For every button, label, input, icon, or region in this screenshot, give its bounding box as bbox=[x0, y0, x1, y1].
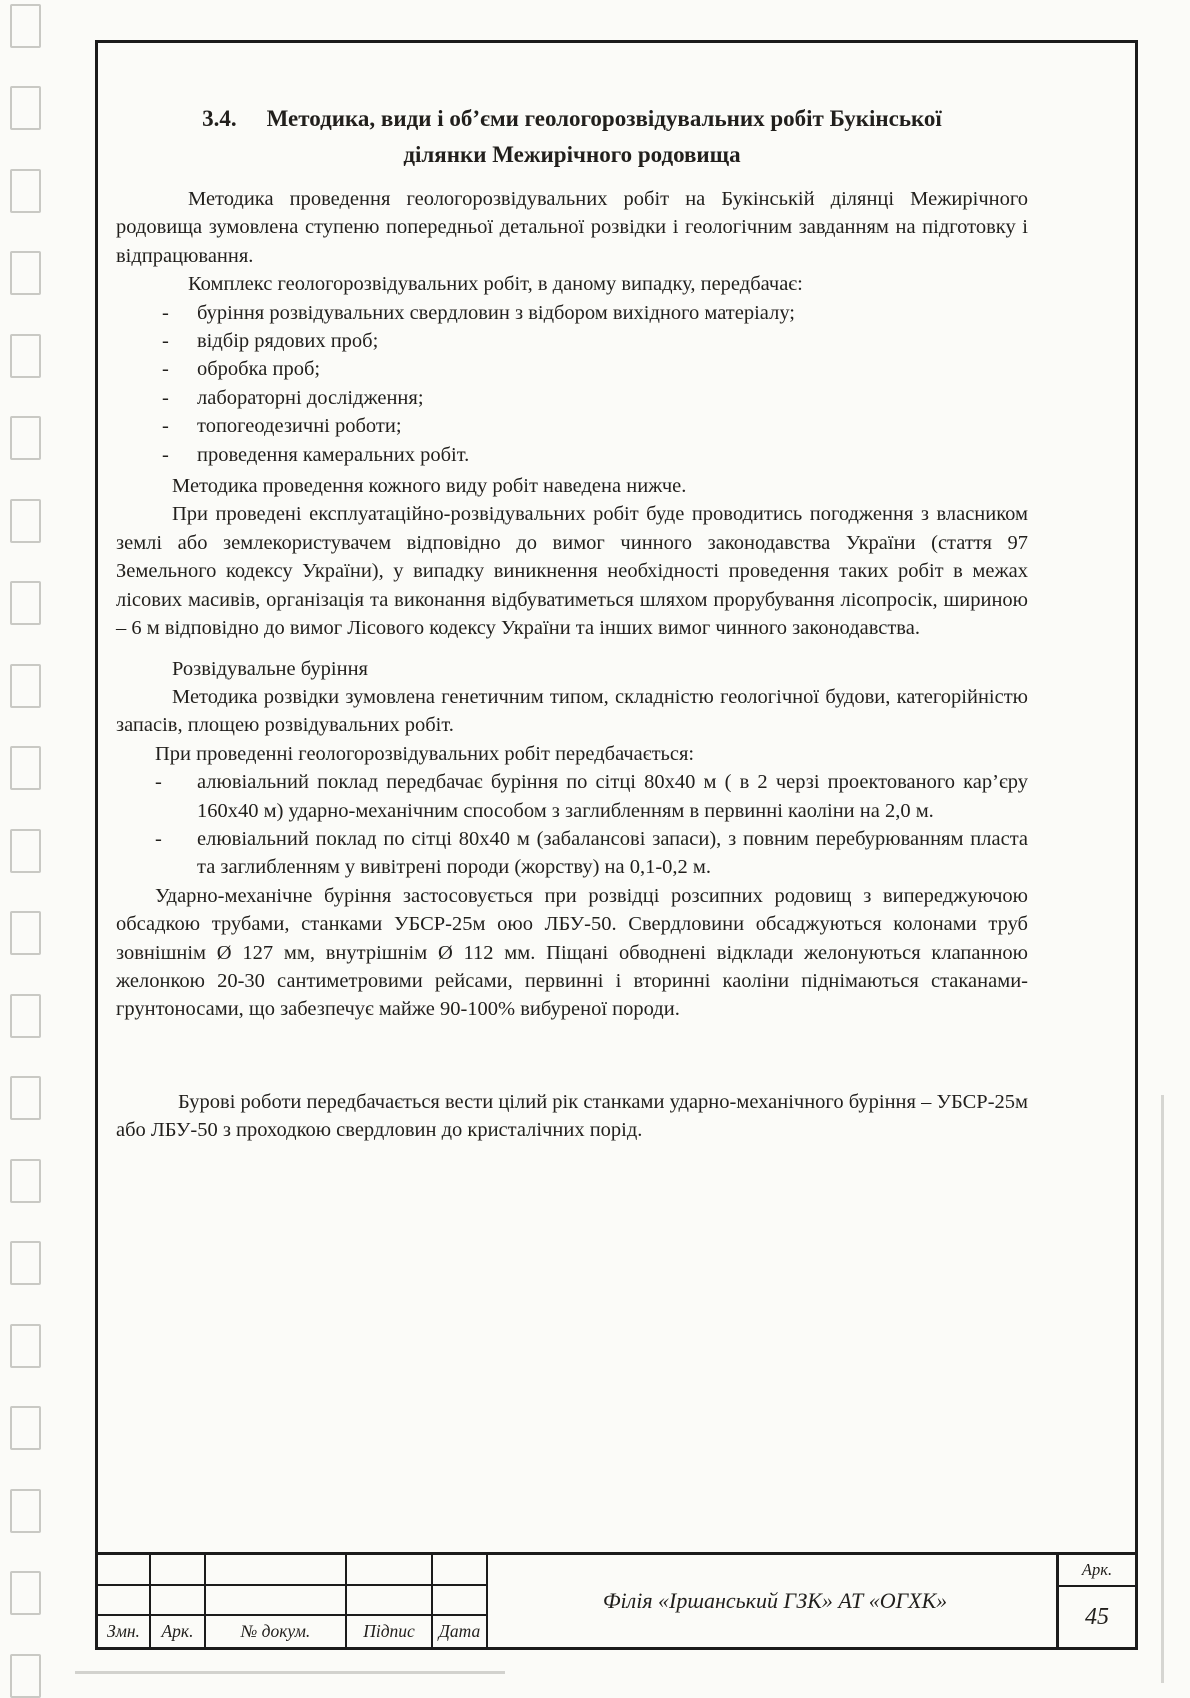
binder-hole bbox=[10, 499, 41, 543]
list-item bbox=[116, 441, 1028, 469]
list-item bbox=[116, 355, 1028, 383]
list-item-text: відбір рядових проб; bbox=[197, 330, 379, 353]
revision-cell-empty bbox=[433, 1555, 488, 1586]
paragraph-methods-below: Методика проведення кожного виду робіт наведена нижче. bbox=[172, 475, 687, 498]
label-data: Дата bbox=[433, 1616, 488, 1647]
paragraph-land-agreement: При проведені експлуатаційно-розвідувальних робіт буде проводитись погодження з власником землі або землекористувачем відповідно до вимог чинного законодавства України (стаття 97 Земельного кодексу України), у випадку виникнення необхідності проведення таких робіт в межах лісових масивів, організація та виконання відбуватиметься шляхом прорубування лісопросік, шириною – 6 м відповідно до вимог Лісового кодексу України та інших вимог чинного законодавства. bbox=[116, 503, 1028, 640]
revision-cell-empty bbox=[206, 1555, 347, 1586]
paragraph-survey-method: Методика розвідки зумовлена генетичним типом, складністю геологічної будови, категорійністю запасів, площею розвідувальних робіт. bbox=[116, 685, 1028, 737]
dash-marker: - bbox=[155, 827, 162, 850]
binder-hole bbox=[10, 169, 41, 213]
list-item bbox=[116, 412, 1028, 440]
binder-hole bbox=[10, 4, 41, 48]
binder-hole bbox=[10, 829, 41, 873]
revision-cell-empty bbox=[98, 1586, 151, 1617]
paragraph-intro: Методика проведення геологорозвідувальних робіт на Букінській ділянці Межирічного родовища зумовлена ступеню попередньої детальної розвідки і геологічним завданням на підготовку і відпрацювання. bbox=[116, 188, 1028, 267]
scan-edge-shadow bbox=[1161, 1095, 1164, 1683]
sheet-label: Арк. bbox=[1059, 1555, 1135, 1587]
binder-hole bbox=[10, 86, 41, 130]
revision-cell-empty bbox=[151, 1555, 206, 1586]
paragraph-percussion-drilling: Ударно-механічне буріння застосовується при розвідці розсипних родовищ з випереджуючою обсадкою трубами, станками УБСР-25м оюо ЛБУ-50. Свердловини обсаджуються колонами труб зовнішнім Ø 127 мм, внутрішнім Ø 112 мм. Піщані обводнені відклади желонуються клапанною желонкою 20-30 сантиметровими рейсами, первинні і вторинні каоліни піднімаються стаканами-грунтоносами, що забезпечує майже 90-100% вибуреної породи. bbox=[116, 884, 1028, 1021]
revision-cell-empty bbox=[347, 1555, 433, 1586]
binder-hole bbox=[10, 1241, 41, 1285]
scan-streak bbox=[75, 1671, 505, 1674]
list-item bbox=[116, 299, 1028, 327]
paragraph-foreseen: При проведенні геологорозвідувальних робіт передбачається: bbox=[155, 742, 695, 765]
binder-hole bbox=[10, 1076, 41, 1120]
dash-marker: - bbox=[162, 358, 169, 381]
section-number: 3.4. bbox=[202, 106, 237, 131]
binder-hole bbox=[10, 994, 41, 1038]
list-item-text: топогеодезичні роботи; bbox=[197, 415, 402, 438]
binder-hole bbox=[10, 416, 41, 460]
page-frame bbox=[95, 40, 1138, 1650]
list-item bbox=[116, 768, 1028, 825]
title-block bbox=[98, 1552, 1135, 1647]
list-item-text: обробка проб; bbox=[197, 358, 321, 381]
binder-hole bbox=[10, 664, 41, 708]
paragraph-drilling-year-round: Бурові роботи передбачається вести цілий рік станками ударно-механічного буріння – УБСР-25м або ЛБУ-50 з проходкою свердловин до кристалічних порід. bbox=[116, 1090, 1028, 1142]
list-item-text: проведення камеральних робіт. bbox=[197, 443, 470, 466]
revision-cell-empty bbox=[206, 1586, 347, 1617]
revision-cell-empty bbox=[433, 1586, 488, 1617]
binder-hole bbox=[10, 1654, 41, 1698]
dash-marker: - bbox=[155, 771, 162, 794]
paragraph-complex: Комплекс геологорозвідувальних робіт, в даному випадку, передбачає: bbox=[188, 273, 803, 296]
revision-cell-empty bbox=[151, 1586, 206, 1617]
section-title: Методика, види і об’єми геологорозвідувальних робіт Букінської bbox=[266, 106, 942, 131]
label-pidpys: Підпис bbox=[347, 1616, 433, 1647]
list-item-text: лабораторні дослідження; bbox=[197, 386, 424, 409]
document-content bbox=[116, 101, 1028, 1145]
binder-hole bbox=[10, 1324, 41, 1368]
binder-hole bbox=[10, 1406, 41, 1450]
list-item-text: алювіальний поклад передбачає буріння по сітці 80х40 м ( в 2 черзі проектованого кар’єру 160х40 м) ударно-механічним способом з заглибленням в первинні каоліни на 2,0 м. bbox=[197, 771, 1028, 822]
list-item bbox=[116, 327, 1028, 355]
dash-marker: - bbox=[162, 415, 169, 438]
section-heading-line2: ділянки Межирічного родовища bbox=[403, 142, 741, 167]
binder-hole bbox=[10, 1489, 41, 1533]
organization-cell: Філія «Іршанський ГЗК» АТ «ОГХК» bbox=[602, 1588, 948, 1613]
sheet-number-section bbox=[1056, 1555, 1135, 1647]
binder-hole bbox=[10, 581, 41, 625]
sheet-number: 45 bbox=[1085, 1603, 1109, 1630]
dash-marker: - bbox=[162, 443, 169, 466]
list-item bbox=[116, 384, 1028, 412]
list-item-text: елювіальний поклад по сітці 80х40 м (забалансові запаси), з повним перебурюванням пласта та заглибленням у вивітрені породи (жорству) на 0,1-0,2 м. bbox=[197, 827, 1028, 879]
dash-marker: - bbox=[162, 330, 169, 353]
binder-hole bbox=[10, 1571, 41, 1615]
binder-hole bbox=[10, 334, 41, 378]
subheading-drilling: Розвідувальне буріння bbox=[172, 657, 368, 680]
revision-cell-empty bbox=[347, 1586, 433, 1617]
list-item bbox=[116, 825, 1028, 882]
section-heading bbox=[116, 101, 1028, 173]
revision-cell-empty bbox=[98, 1555, 151, 1586]
title-block-revision-table bbox=[98, 1555, 494, 1647]
section-heading-line1 bbox=[116, 101, 1028, 137]
dash-marker: - bbox=[162, 301, 169, 324]
dash-marker: - bbox=[162, 386, 169, 409]
binder-hole bbox=[10, 1159, 41, 1203]
binder-hole bbox=[10, 251, 41, 295]
label-zmn: Змн. bbox=[98, 1616, 151, 1647]
list-item-text: буріння розвідувальних свердловин з відбором вихідного матеріалу; bbox=[197, 301, 795, 324]
binder-hole bbox=[10, 911, 41, 955]
label-dokum: № докум. bbox=[206, 1616, 347, 1647]
label-ark: Арк. bbox=[151, 1616, 206, 1647]
binder-hole bbox=[10, 746, 41, 790]
